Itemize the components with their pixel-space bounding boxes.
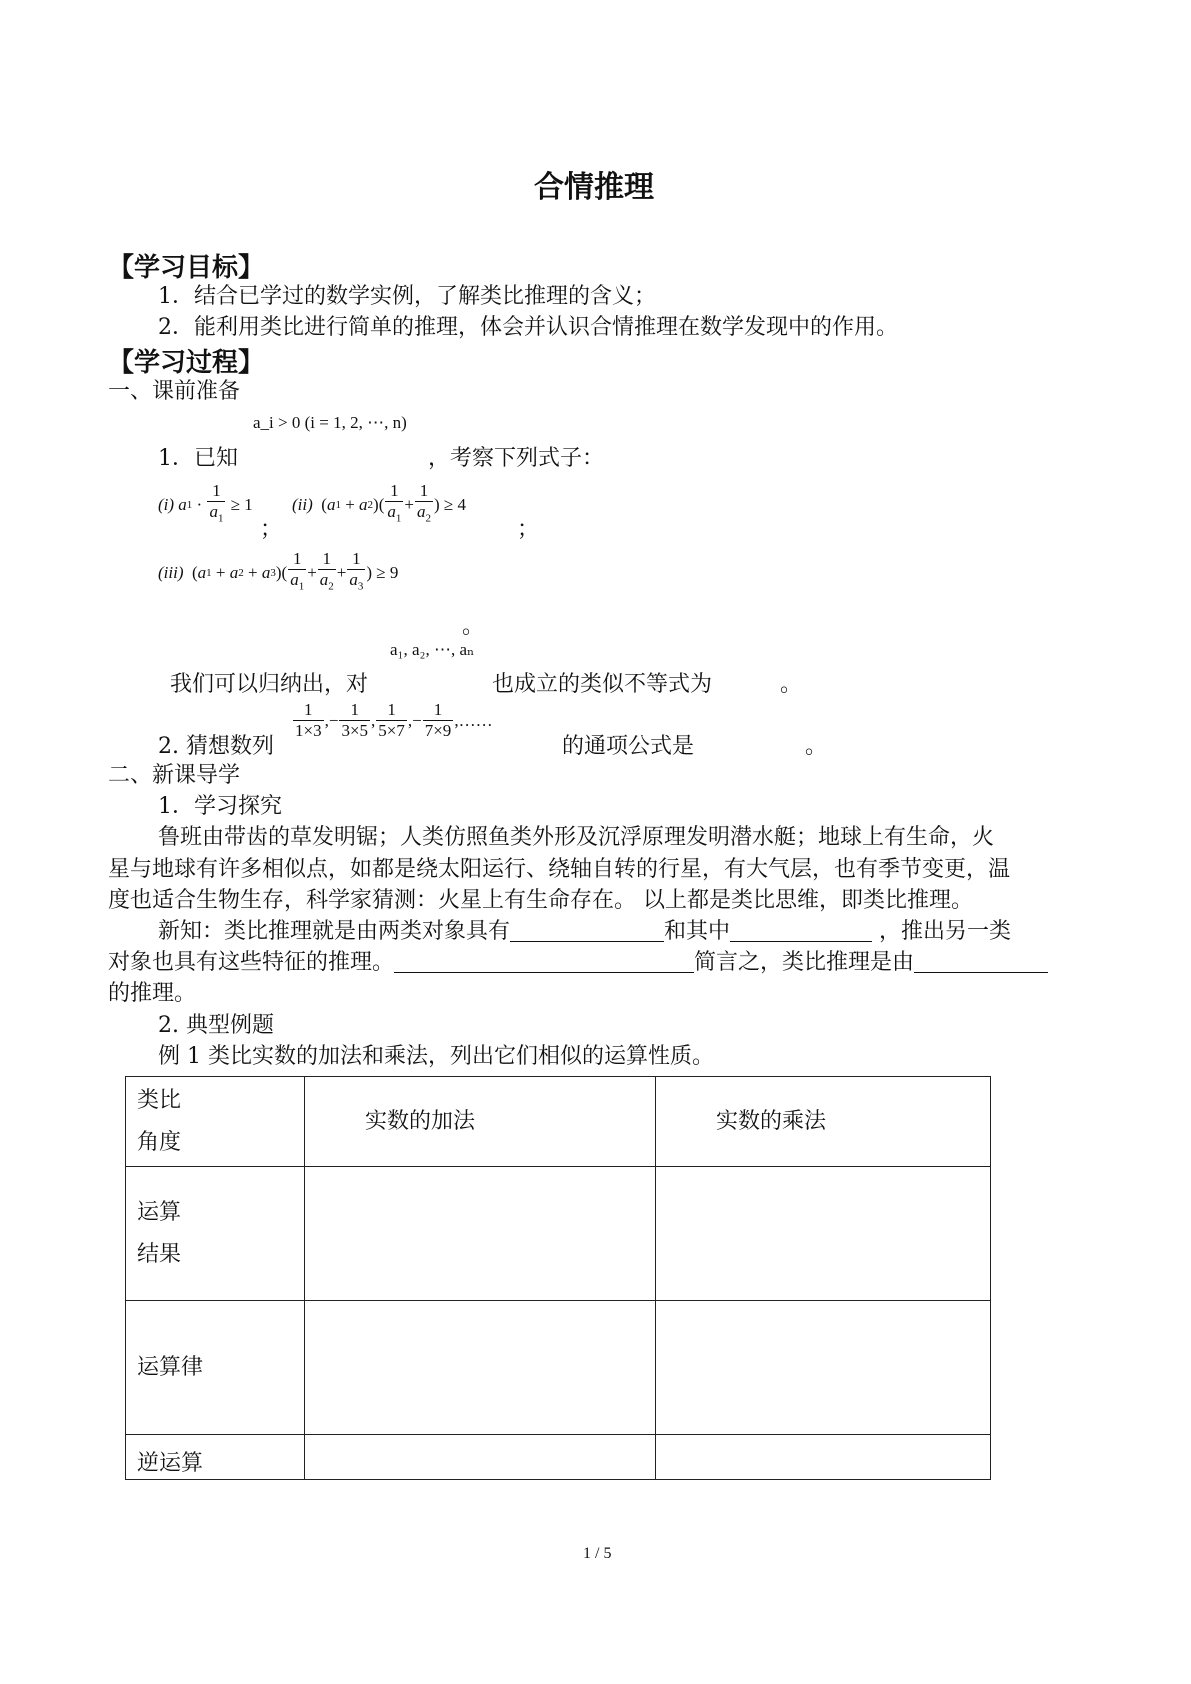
fraction: $\frac{1}{a_2}$ xyxy=(318,549,336,596)
inequality-iii: (iii) ( a 1 + a 2 + a 3 )( $\frac{1}{a_1}$ + $\frac{1}{a_2}$ + $\frac{1}{a_3}$ ) ≥ 9 xyxy=(158,549,398,596)
table-header-multiplication xyxy=(656,1077,991,1167)
sequence-terms: $\frac{1}{1\times 3}$ ,− $\frac{1}{3\times 5}$ , $\frac{1}{5\times 7}$ ,− $\frac{1}{7\times 9}$ ,…… xyxy=(295,700,493,740)
table-cell-input[interactable] xyxy=(305,1301,656,1435)
new-knowledge-d: 对象也具有这些特征的推理。 xyxy=(108,950,395,975)
q1-suffix: ，考察下列式子： xyxy=(428,446,605,471)
part1-heading: 一、课前准备 xyxy=(108,379,241,404)
fraction: $\frac{1}{a_1}$ xyxy=(385,481,403,528)
new-knowledge-c: ，推出另一类 xyxy=(879,919,1012,944)
new-knowledge-line-2 xyxy=(108,948,1048,978)
conclude-middle: 也成立的类似不等式为 xyxy=(492,672,713,697)
inequality-ii: (ii) ( a 1 + a 2 )( $\frac{1}{a_1}$ + $\frac{1}{a_2}$ ) ≥ 4 xyxy=(292,481,466,528)
table-cell-input[interactable] xyxy=(305,1435,656,1480)
objectives-heading: 【学习目标】 xyxy=(108,253,265,283)
conclude-prefix: 我们可以归纳出，对 xyxy=(170,672,369,697)
paragraph-line-3: 度也适合生物生存，科学家猜测：火星上有生命存在。 以上都是类比思维，即类比推理。 xyxy=(108,888,973,913)
table-row-label xyxy=(126,1301,305,1435)
q2-prefix: 2. 猜想数列 xyxy=(158,734,274,759)
part2-heading: 二、新课导学 xyxy=(108,763,241,788)
table-cell-input[interactable] xyxy=(656,1435,991,1480)
table-row-label xyxy=(126,1167,305,1301)
fraction: $\frac{1}{a_1}$ xyxy=(288,549,306,596)
table-header-addition xyxy=(305,1077,656,1167)
blank-input[interactable] xyxy=(510,917,664,942)
new-knowledge-a: 新知：类比推理就是由两类对象具有 xyxy=(158,919,511,944)
sequence-term-1: $\frac{1}{1\times 3}$ xyxy=(295,700,322,740)
paragraph-line-1: 鲁班由带齿的草发明锯；人类仿照鱼类外形及沉浮原理发明潜水艇；地球上有生命，火 xyxy=(158,825,995,850)
objective-item-1: 1．结合已学过的数学实例，了解类比推理的含义； xyxy=(158,284,656,309)
condition-formula-text: a_i > 0 (i = 1, 2, ⋯, n) xyxy=(253,413,407,432)
cell-text: 结果 xyxy=(137,1241,182,1267)
new-knowledge-end: 的推理。 xyxy=(108,981,197,1006)
page-number: 1 / 5 xyxy=(583,1545,612,1562)
condition-formula xyxy=(253,413,407,433)
sequence-term-3: $\frac{1}{5\times 7}$ xyxy=(378,700,405,740)
new-knowledge-b: 和其中 xyxy=(664,919,731,944)
fraction: $\frac{1}{a_3}$ xyxy=(347,549,365,596)
cell-text: 逆运算 xyxy=(137,1451,204,1476)
sequence-variables xyxy=(390,640,474,660)
table-row xyxy=(126,1301,991,1435)
page-title: 合情推理 xyxy=(534,170,654,205)
fraction: $\frac{1}{a_2}$ xyxy=(415,481,433,528)
blank-input[interactable] xyxy=(730,917,872,942)
cell-text: 角度 xyxy=(137,1129,182,1155)
semicolon-1: ； xyxy=(260,517,283,542)
sub-heading-1: 1．学习探究 xyxy=(158,794,282,819)
cell-text: 运算律 xyxy=(137,1354,204,1380)
comparison-table xyxy=(125,1076,991,1480)
q2-suffix: 的通项公式是 xyxy=(562,734,695,759)
period-mark: 。 xyxy=(462,614,485,639)
inequality-i: (i) a 1 · $\frac{1}{a_1}$ ≥ 1 xyxy=(158,481,253,528)
cell-text: 实数的加法 xyxy=(365,1108,476,1134)
table-cell-input[interactable] xyxy=(305,1167,656,1301)
sequence-term-4: $\frac{1}{7\times 9}$ xyxy=(424,700,452,740)
paragraph-line-2: 星与地球有许多相似点，如都是绕太阳运行、绕轴自转的行星，有大气层，也有季节变更，温 xyxy=(108,857,1011,882)
q2-end: 。 xyxy=(805,734,828,759)
table-row xyxy=(126,1435,991,1480)
cell-text: 实数的乘法 xyxy=(716,1108,827,1134)
table-row xyxy=(126,1167,991,1301)
blank-input[interactable] xyxy=(394,948,694,973)
sequence-variables-text: a₁, a₂, ⋯, aₙ xyxy=(390,640,475,659)
semicolon-2: ； xyxy=(517,517,540,542)
table-header-category xyxy=(126,1077,305,1167)
cell-text: 类比 xyxy=(137,1087,182,1113)
q1-prefix: 1．已知 xyxy=(158,446,238,471)
blank-input[interactable] xyxy=(914,948,1048,973)
process-heading: 【学习过程】 xyxy=(108,348,265,378)
new-knowledge-line-1 xyxy=(158,917,1011,947)
sub-heading-2: 2. 典型例题 xyxy=(158,1013,274,1038)
table-header-row xyxy=(126,1077,991,1167)
new-knowledge-e: 简言之，类比推理是由 xyxy=(694,950,915,975)
example-1: 例 1 类比实数的加法和乘法，列出它们相似的运算性质。 xyxy=(158,1044,714,1069)
sequence-tail: ,…… xyxy=(454,710,493,730)
table-cell-input[interactable] xyxy=(656,1167,991,1301)
sequence-term-2: $\frac{1}{3\times 5}$ xyxy=(341,700,369,740)
objective-item-2: 2．能利用类比进行简单的推理，体会并认识合情推理在数学发现中的作用。 xyxy=(158,315,898,340)
conclude-end: 。 xyxy=(780,672,803,697)
table-row-label xyxy=(126,1435,305,1480)
fraction: $\frac{1}{a_1}$ xyxy=(207,481,225,528)
table-cell-input[interactable] xyxy=(656,1301,991,1435)
cell-text: 运算 xyxy=(137,1199,182,1225)
